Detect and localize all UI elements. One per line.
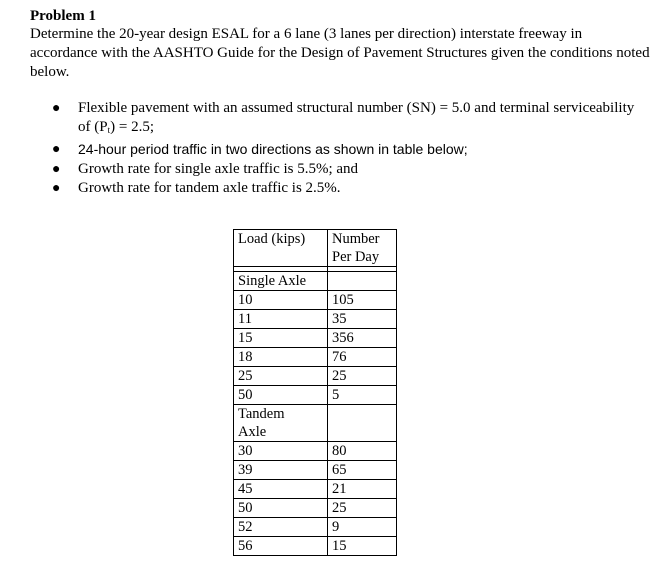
load-cell: 50 [234, 386, 328, 405]
condition-text: Growth rate for tandem axle traffic is 2.5%. [78, 180, 341, 196]
number-cell: 5 [328, 386, 397, 405]
tandem-label-line2: Axle [238, 424, 267, 440]
bullet-icon: ● [52, 142, 61, 157]
condition-text: Growth rate for single axle traffic is 5.5%; and [78, 161, 359, 177]
table-row [234, 442, 397, 461]
number-cell: 9 [328, 518, 397, 537]
number-cell: 21 [328, 480, 397, 499]
number-cell: 15 [328, 537, 397, 556]
tandem-axle-label-row [234, 405, 397, 442]
table-header-row [234, 230, 397, 267]
load-cell: 18 [234, 348, 328, 367]
condition-text: Flexible pavement with an assumed structural number (SN) = 5.0 and terminal serviceability of (P [78, 100, 635, 135]
condition-item [50, 179, 650, 198]
number-cell: 356 [328, 329, 397, 348]
load-cell: 50 [234, 499, 328, 518]
header-load: Load (kips) [234, 230, 328, 267]
condition-text: 24-hour period traffic in two directions as shown in table below; [78, 141, 468, 157]
single-axle-label: Single Axle [234, 272, 328, 291]
number-cell: 105 [328, 291, 397, 310]
load-cell: 25 [234, 367, 328, 386]
number-cell: 65 [328, 461, 397, 480]
table-row [234, 329, 397, 348]
single-axle-label-row [234, 272, 397, 291]
number-cell: 76 [328, 348, 397, 367]
bullet-icon: ● [52, 162, 61, 177]
load-cell: 15 [234, 329, 328, 348]
table-row [234, 480, 397, 499]
traffic-load-table [233, 229, 397, 556]
table-row [234, 386, 397, 405]
condition-item [50, 99, 650, 140]
problem-intro: Determine the 20-year design ESAL for a 6 lane (3 lanes per direction) interstate freeway in accordance with the AASHTO Guide for the Design of Pavement Structures given the conditions noted below. [30, 26, 650, 80]
tandem-axle-label [234, 405, 328, 442]
tandem-label-line1: Tandem [238, 406, 285, 422]
condition-item [50, 140, 650, 160]
bullet-icon: ● [52, 181, 61, 196]
bullet-icon: ● [52, 101, 61, 116]
number-cell: 35 [328, 310, 397, 329]
header-number [328, 230, 397, 267]
subscript: t [107, 125, 111, 135]
number-cell: 80 [328, 442, 397, 461]
conditions-list [50, 99, 650, 198]
condition-item [50, 160, 650, 179]
load-cell: 30 [234, 442, 328, 461]
table-row [234, 367, 397, 386]
number-cell: 25 [328, 499, 397, 518]
header-number-line2: Per Day [332, 249, 380, 265]
number-cell: 25 [328, 367, 397, 386]
load-cell: 45 [234, 480, 328, 499]
table-row [234, 537, 397, 556]
header-number-line1: Number [332, 231, 380, 247]
table-row [234, 499, 397, 518]
table-row [234, 461, 397, 480]
table-row [234, 348, 397, 367]
load-cell: 39 [234, 461, 328, 480]
table-row [234, 518, 397, 537]
table-row [234, 310, 397, 329]
table-row [234, 291, 397, 310]
load-cell: 10 [234, 291, 328, 310]
load-cell: 11 [234, 310, 328, 329]
load-cell: 56 [234, 537, 328, 556]
condition-text-end: ) = 2.5; [110, 119, 154, 135]
load-cell: 52 [234, 518, 328, 537]
problem-title: Problem 1 [30, 8, 96, 24]
